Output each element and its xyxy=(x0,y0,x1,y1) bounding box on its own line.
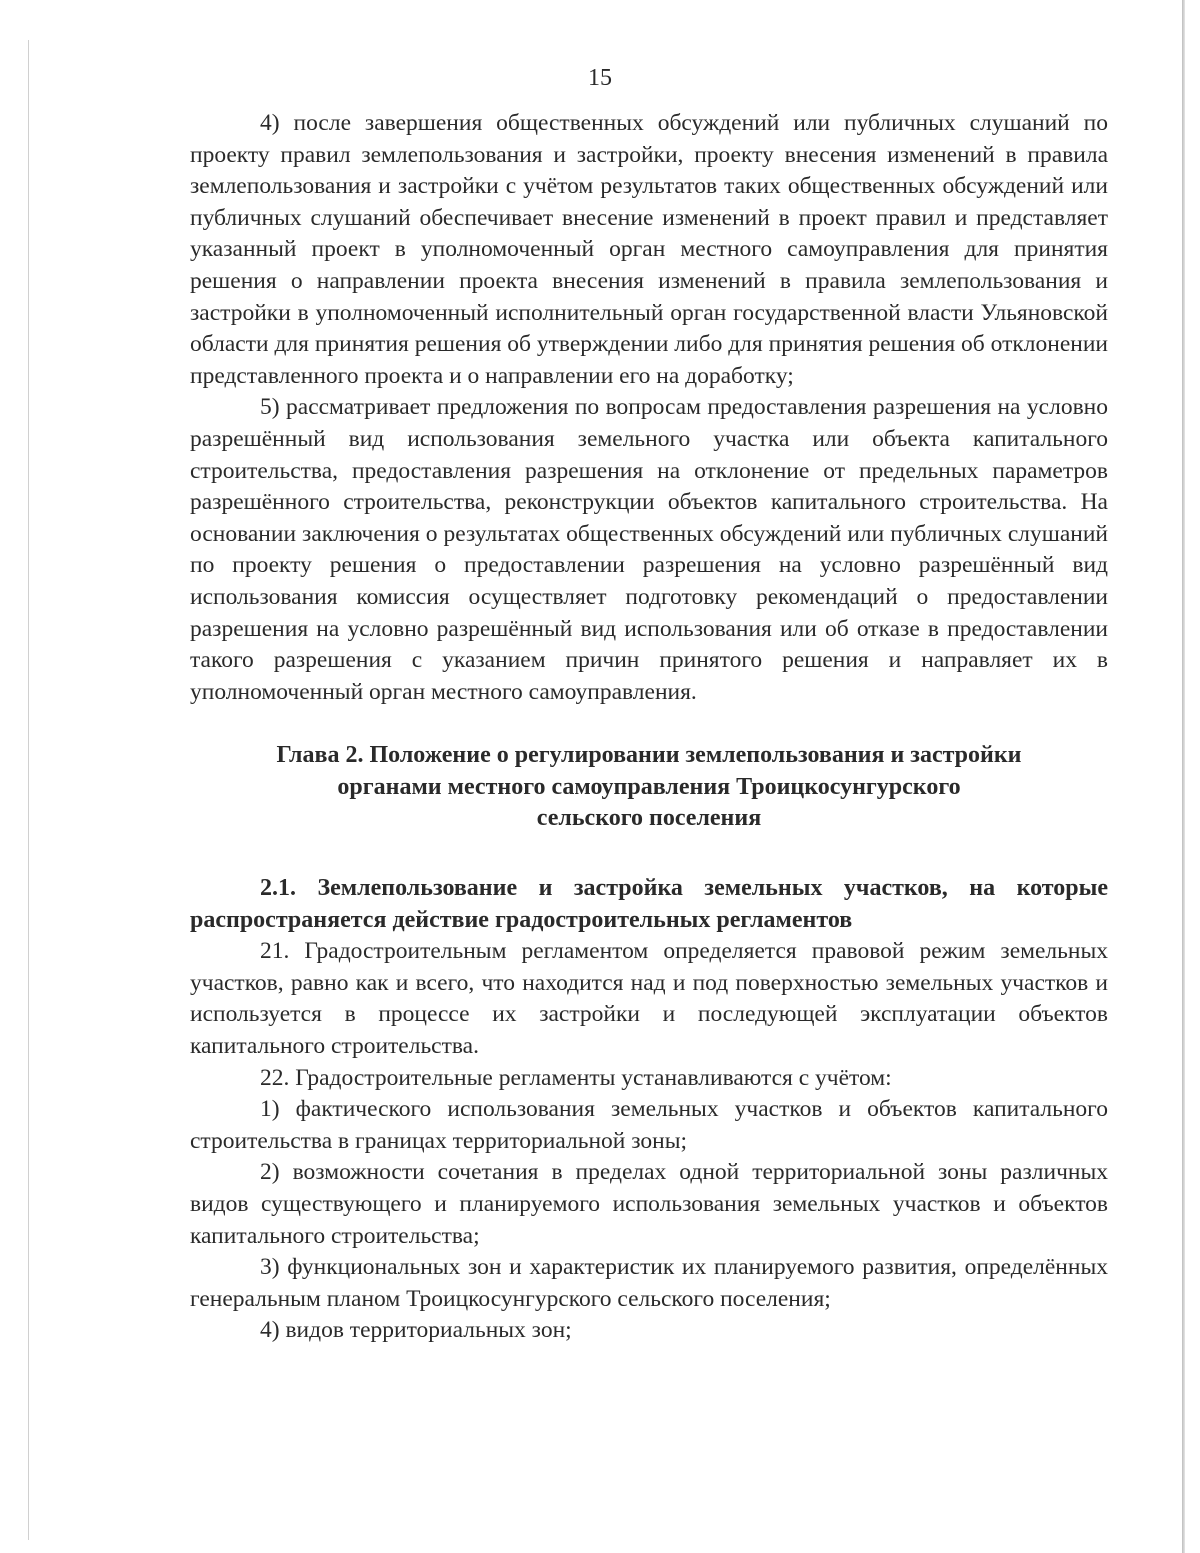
chapter-heading-line: органами местного самоуправления Троицкосунгурского xyxy=(337,773,961,800)
chapter-heading-line: Глава 2. Положение о регулировании землепользования и застройки xyxy=(276,742,1022,769)
list-item-2: 2) возможности сочетания в пределах одной территориальной зоны различных видов существующего и планируемого использования земельных участков и объектов капитального строительства; xyxy=(190,1159,1108,1249)
list-item-3: 3) функциональных зон и характеристик их планируемого развития, определённых генеральным планом Троицкосунгурского сельского поселения; xyxy=(190,1254,1108,1312)
paragraph-clause-22: 22. Градостроительные регламенты устанавливаются с учётом: xyxy=(260,1064,892,1091)
paragraph-clause-21: 21. Градостроительным регламентом определяется правовой режим земельных участков, равно как и всего, что находится над и под поверхностью земельных участков и используется в процессе их застройки и последующей эксплуатации объектов капитального строительства. xyxy=(190,938,1108,1060)
scan-left-edge xyxy=(28,40,29,1540)
list-item-1: 1) фактического использования земельных участков и объектов капитального строительства в границах территориальной зоны; xyxy=(190,1096,1108,1154)
paragraph-item-4: 4) после завершения общественных обсуждений или публичных слушаний по проекту правил землепользования и застройки, проекту внесения изменений в правила землепользования и застройки с учётом результатов таких общественных обсуждений или публичных слушаний обеспечивает внесение изменений в проект правил и представляет указанный проект в уполномоченный орган местного самоуправления для принятия решения о направлении проекта внесения изменений в правила землепользования и застройки в уполномоченный исполнительный орган государственной власти Ульяновской области для принятия решения об утверждении либо для принятия решения об отклонении представленного проекта и о направлении его на доработку; xyxy=(190,110,1108,389)
list-item-4: 4) видов территориальных зон; xyxy=(260,1317,572,1344)
paragraph-item-5: 5) рассматривает предложения по вопросам предоставления разрешения на условно разрешённый вид использования земельного участка или объекта капитального строительства, предоставления разрешения на отклонение от предельных параметров разрешённого строительства, реконструкции объектов капитального строительства. На основании заключения о результатах общественных обсуждений или публичных слушаний по проекту решения о предоставлении разрешения на условно разрешённый вид использования комиссия осуществляет подготовку рекомендаций о предоставлении разрешения на условно разрешённый вид использования или об отказе в предоставлении такого разрешения с указанием причин принятого решения и направляет их в уполномоченный орган местного самоуправления. xyxy=(190,394,1108,705)
chapter-heading-line: сельского поселения xyxy=(536,805,762,832)
chapter-heading xyxy=(190,740,1108,835)
page-number: 15 xyxy=(588,65,612,91)
document-body xyxy=(190,108,1108,1347)
section-heading: 2.1. Землепользование и застройка земельных участков, на которые распространяется действие градостроительных регламентов xyxy=(190,875,1108,933)
scan-right-edge xyxy=(1182,0,1185,1553)
